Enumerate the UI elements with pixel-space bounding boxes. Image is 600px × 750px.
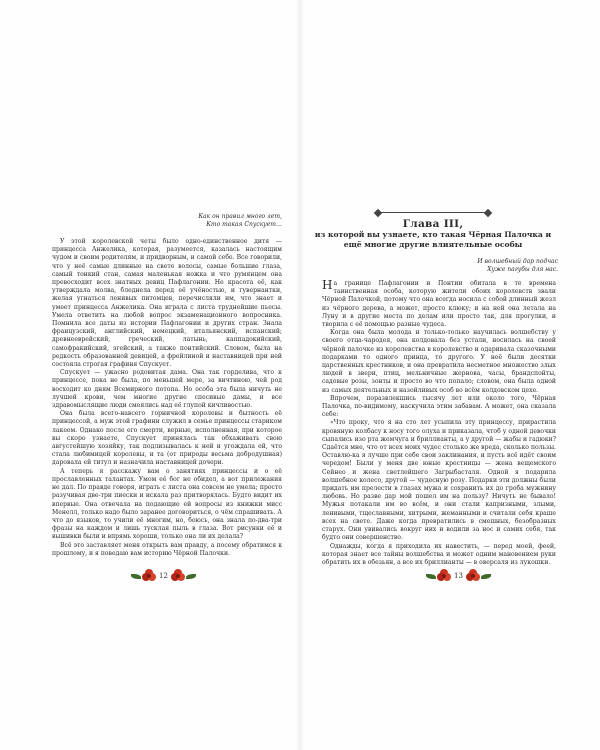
- flower-ornament-icon: [171, 569, 185, 583]
- leaf-ornament-icon: [131, 574, 141, 579]
- paragraph: А теперь я расскажу вам о занятиях принцессы и о её прославленных талантах. Умом её бог не обидел, а вот прилежания не дал. По правде говоря, играть с листа она совсем не умела; просто разучивая две-три пиески и искала раз притворялась. Будто видит их впервые. Она отвечала на подающие ей вопросы из книжки мисс Менелл, только надо было заранее договориться, о чём спрашивать. А что до языков, то учили её многим, но, боюсь, она знала по-два-три фразы на каждом и лишь тусклая пыль в глаза. Вот рисунки её и вышивки были и впрямь хороши, только она ли их делала?: [52, 467, 282, 541]
- right-text-column: [322, 280, 556, 567]
- flower-ornament-icon: [142, 569, 156, 583]
- leaf-ornament-icon: [186, 574, 196, 579]
- paragraph-text: а границе Пафлагонии и Понтии обитала в те времена таинственная особа, которую жители обоих королевств звали Чёрной Палочкой, потому что она всегда носила с собой длинный жезл из чёрного дерева, а может, просто клюку; и на ней она летала на Луну и в другие места по делам или просто так, для прогулки, и творила с её помощью разные чудеса.: [322, 280, 556, 329]
- chapter-heading: [308, 208, 558, 249]
- chapter-title: Глава III,: [402, 218, 464, 230]
- epigraph-line: И волшебный дар подчас: [477, 258, 558, 265]
- paragraph: «Что проку, что я на сто лет усыпила эту принцессу, прирастила кровяную колбасу к носу того олуха и приказала, чтоб у одной девочки сыпались изо рта жемчуга и бриллианты, а у другой — жабы и гадюки? Сдаётся мне, что от всех моих чудес столько же вреда, сколько пользы. Оставлю-ка я лучше при себе свои заклинания, и пусть всё идёт своим чередом! Были у меня две юные крестницы — жена вещемского Сейнео и жена светлейшего Загрыбасталя. Одной я подарила волшебное колесо, другой — чудесную розу. Подарки эти должны были придать им прелести в глазах мужа и сохранить их до гроба мужнину любовь. Но разве дар мой пошел им на пользу? Ничуть не бывало! Мужья потакали им во всём, и они стали капризными, злыми, ленивыми, тщеславными, хитрыми, жеманными и считали себя краше всех на свете. Даже когда превратились в смешных, безобразных старух. Они увивались вокруг них и водили за нос и самих себя, так будто они совершенство.: [322, 419, 556, 542]
- paragraph: Она была всего-навсего горничной королевы и бытность её принцессой, а муж этой графини служил в семье принцессы стариком лакеем. Однако после его смерти, верные, исполненная, при которое вы скоро узнаете, Спускует принялась так обхаживать свою августейшую хозяйку, так подлизывалась к ней и угождала ей, что стала любимицей королевы, и та (от природы весьма добродушная) даровала ей титул и назначила наставницей дочери.: [52, 410, 282, 467]
- leaf-ornament-icon: [426, 574, 436, 579]
- page-number: 13: [454, 572, 463, 580]
- paragraph: Спускует — ужасно родовитая дама. Она так горделива, что к принцессе, пока не была, по меньшей мере, за вичтиною, чей род восходит ко дням Всемирного потопа. Но особа эта была ничуть не лучшей крови, чем многие другие спесивые дамы, и все здравомыслящие люди смеялись над её глупой кичливостью.: [52, 369, 282, 410]
- paragraph: Когда она была молода и только-только научилась волшебству у своего отца-чародея, она колдовала без устали, носилась на своей чёрной палочке из королевства в королевство и одаривала сказочными подарками то одного принца, то другого. У неё были десятки царственных крестников, и она превратила несметное множество злых людей в звери, птиц, мельничные жернова, часы, брандспойты, садовые розы, зонты и просто во что попало; словом, она была одной из самых деятельных и назойливых особ во всём колдовском цехе.: [322, 329, 556, 394]
- paragraph: У этой королевской четы было одно-единственное дитя — принцесса Анжелика, которая, разумеется, казалась настоящим чудом и своим родителям, и придворным, и самой себе. Все говорили, что у неё самые длинные на свете волосы, самые большие глаза, самый тонкий стан, самая маленькая ножка и что румянцем она превосходит всех знатных девиц Пафлагонии. Не красота её, как утверждала молва, бледнела перед её учёностью, и гувернантки, желая угнаться ленивых питомцев, перечисляли им, что знает и умеет принцесса Анжелика. Она играла с листа труднейшие пьесы. Умела ответить на любой вопрос экзаменационного вопросника. Помнила все даты из истории Пафлагонии и других стран. Знала французский, английский, немецкий, итальянский, испанский; древнееврейский, греческий, латынь, каппадокийский, самофракийский, эгейский, а также понтийский. Словом, была на редкость образованной девицей, а фрейлиной и наставницей при ней состояла строгая графиня Спускует.: [52, 238, 282, 369]
- epigraph-line: Хуже пагубы для нас.: [487, 266, 558, 273]
- left-folio: [130, 566, 197, 586]
- leaf-ornament-icon: [481, 574, 491, 579]
- paragraph: [322, 280, 556, 329]
- right-epigraph: [380, 258, 558, 274]
- paragraph: Всё это заставляет меня открыть вам правду, а посему обратимся к прошлому, и я поведаю вам историю Чёрной Палочки.: [52, 541, 282, 557]
- left-epigraph: [100, 213, 282, 229]
- right-folio: [425, 566, 492, 586]
- epigraph-line: Кто такая Спускует…: [206, 221, 282, 228]
- chapter-subtitle: из которой вы узнаете, кто такая Чёрная Палочка и ещё многие другие влиятельные особы: [314, 230, 552, 249]
- left-text-column: [52, 238, 282, 558]
- paragraph: Впрочем, поразвлекшись тысячу лет или около того, Чёрная Палочка, по-видимому, наскучила этим забавам. А может, она сказала себе:: [322, 394, 556, 419]
- paragraph: Однажды, когда я приходила их навестить, — перед моей, феей, которая знает все тайны волшебства и может одним мановением руки обратить их в обезьян, а все их бриллианты — в оверсаля из лукошки.: [322, 542, 556, 566]
- drop-cap: Н: [322, 278, 333, 292]
- divider-ornament-icon: [378, 208, 488, 216]
- flower-ornament-icon: [466, 569, 480, 583]
- page-number: 12: [159, 572, 168, 580]
- epigraph-line: Как он правил много лет,: [198, 213, 282, 220]
- flower-ornament-icon: [437, 569, 451, 583]
